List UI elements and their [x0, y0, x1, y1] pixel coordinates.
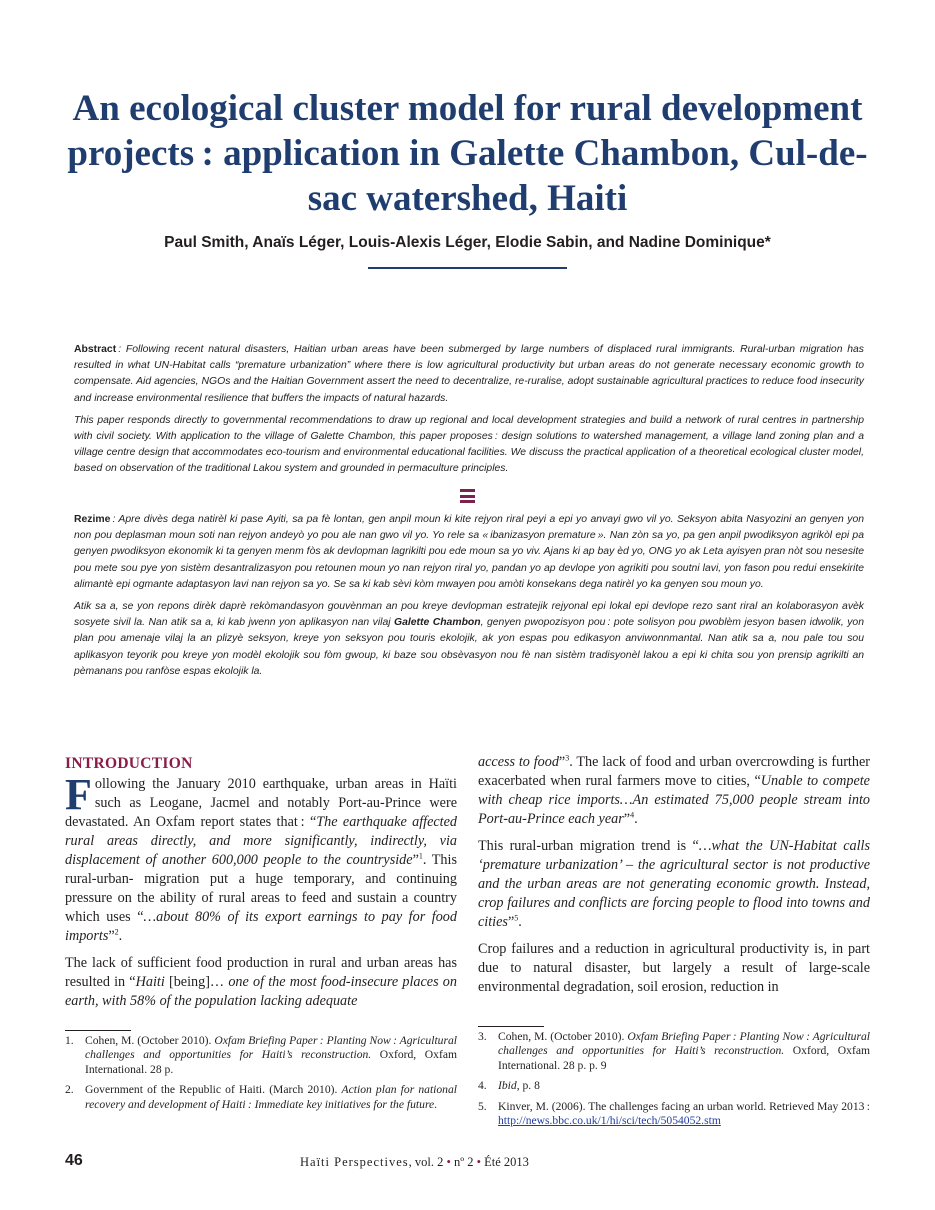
p4-b: ”: [507, 914, 515, 930]
fn4-ibid: Ibid: [498, 1079, 517, 1093]
p1-a: ollowing the January 2010 earthquake, urban areas in Haïti such as Leogane, Jacmel and notably Port-au-Prince were devastated. An Oxfam report states that : “: [65, 776, 457, 830]
p4-c: .: [518, 914, 522, 930]
intro-paragraph-4: [478, 837, 870, 932]
intro-paragraph-5: Crop failures and a reduction in agricultural productivity is, in part due to natural disaster, but largely a result of large-scale environmental degradation, soil erosion, reduction in: [478, 941, 870, 995]
footnote-rule-right: [478, 1026, 544, 1027]
rezime-text-2a: Atik sa a, se yon repons dirèk daprè rekòmandasyon gouvènman an pou kreye devlopman estratejik rejyonal epi lokal epi devlope rezo sant riral an kolaborasyon avèk sosyete sivil la. Nan atik sa a, ki kab jwenn yon aplikasyon nan vilaj: [74, 601, 864, 629]
journal-name: Haïti Perspectives: [300, 1155, 409, 1169]
abstract-label-sep: :: [116, 344, 126, 355]
p4-a: This rural-urban migration trend is “: [478, 838, 699, 854]
footnote: [65, 1034, 457, 1077]
rezime-paragraph-2: [74, 599, 864, 680]
article-title: An ecological cluster model for rural development projects : application in Galette Chambon, Cul-de-sac watershed, Haiti: [67, 88, 868, 219]
rezime: [74, 512, 864, 680]
footer-volume: , vol. 2: [408, 1155, 447, 1169]
footnote: [478, 1100, 870, 1129]
p1-d: ”: [108, 928, 115, 944]
footnote-number: 2.: [65, 1083, 74, 1097]
fn2-a: Government of the Republic of Haiti. (March 2010).: [85, 1083, 342, 1097]
footnote-ref-1[interactable]: 1: [418, 851, 423, 861]
footnotes-left: [65, 1034, 457, 1118]
rezime-village-name: Galette Chambon: [394, 617, 481, 629]
bullet-icon: •: [446, 1155, 451, 1169]
footnote-rule-left: [65, 1030, 131, 1031]
footer-season: Été 2013: [481, 1155, 529, 1169]
p3-b: . The lack of food and urban overcrowding is further exacerbated when rural farmers move to cities, “: [478, 754, 870, 789]
p4-quote: …what the UN-Habitat calls ‘premature urbanization’ – the agricultural sector is not productive and the urban areas are not generating economic growth. Instead, crop failures and conflicts are forcing people to flood into towns and cities: [478, 838, 871, 930]
title-divider: [368, 267, 567, 269]
footnote-text: [85, 1083, 457, 1112]
rezime-label-sep: :: [110, 514, 119, 525]
p2-a: The lack of sufficient food production in rural and urban areas has resulted in “: [65, 955, 457, 990]
page-number: 46: [65, 1152, 83, 1169]
drop-cap: F: [65, 770, 92, 819]
p2-haiti: Haiti: [135, 974, 165, 990]
rezime-label: Rezime: [74, 514, 111, 525]
p3-quote-end: access to food: [478, 754, 559, 770]
abstract-paragraph-1: [74, 342, 864, 407]
fn3-a: Cohen, M. (October 2010).: [498, 1030, 628, 1043]
footnote: [65, 1083, 457, 1112]
abstract: [74, 342, 864, 478]
rezime-text-2b: , genyen pwopozisyon pou : pote solisyon pou pwoblèm jesyon basen idwolik, yon plan pou amenaje vilaj la an plizyè seksyon, kreye yon seksyon pou touris ekolojik, ak yon espas pou edikasyon anviwonnmantal. Nan atik sa a, nou pale tou sou aplikasyon teyorik pou kreye yon modèl ekolojik sou fòm gwoup, ki baze sou obsèvasyon nou fè nan sistèm tradisyonèl lakou a epi ki chita sou yon prensip agrikilti an pèmanans pou ranfòse espas ekolojik la.: [74, 617, 864, 677]
rezime-text-1: Apre divès dega natirèl ki pase Ayiti, sa pa fè lontan, gen anpil moun ki kite rejyon riral peyi a epi yo anvayi gwo vil yo. Seksyon abita Nasyozini an genyen yon non pou deplasman moun soti nan rejyon andeyò yo pou ale nan gwo vil yo. Yo rele sa « ibanizasyon premature ». Nan zòn sa yo, pa gen anpil pwodiksyon agrikòl epi pa genyen pwodiksyon ekonomik ki ta genyen menm fòs ak devlopman lagrikilti pou ede moun sa yo viv. Ajans ki ap bay èd yo, ONG yo ak Leta ayisyen pran nòt sou nesesite pou mete sou pye yon sistèm desantralizasyon pou retounen moun yo nan rejyon riral yo, pandan yo ap devlope yon agrikiti pou soutni lavi, yon fason pou redui ensekirite alimantè epi ogmante adaptasyon lavi nan rejyon sa yo. Se sa ki kab sèvi kòm mwayen pou amòti konsekans dega natirèl yo ka genyen sou moun yo.: [74, 514, 865, 590]
footnote-number: 1.: [65, 1034, 74, 1047]
section-heading: INTRODUCTION: [65, 755, 193, 772]
section-separator-icon: [460, 489, 475, 503]
author-list: Paul Smith, Anaïs Léger, Louis-Alexis Léger, Elodie Sabin, and Nadine Dominique*: [164, 234, 771, 251]
footnote-text: [85, 1034, 457, 1077]
p3-quote: Unable to compete with cheap rice imports…An estimated 75,000 people stream into Port-au-Prince each year: [478, 773, 870, 827]
fn2-b: .: [434, 1097, 438, 1111]
p3-a: ”: [558, 754, 566, 770]
footnote-text: [498, 1079, 870, 1093]
footnote-link[interactable]: http://news.bbc.co.uk/1/hi/sci/tech/5054052.stm: [498, 1114, 721, 1128]
intro-paragraph-3: [478, 753, 870, 829]
p1-quote-2: …about 80% of its export earnings to pay for food imports: [65, 909, 457, 944]
intro-paragraph-2: [65, 954, 457, 1011]
footnote-number: 5.: [478, 1099, 487, 1113]
fn1-b: Oxford, Oxfam International. 28 p.: [85, 1048, 457, 1076]
fn1-a: Cohen, M. (October 2010).: [85, 1034, 215, 1047]
intro-paragraph-1: [65, 770, 458, 946]
footnote-ref-3[interactable]: 3: [565, 753, 570, 763]
footnote-number: 4.: [478, 1079, 487, 1093]
p1-quote: The earthquake affected rural areas directly, and more significantly, indirectly, via displacement of another 600,000 people to the countryside: [65, 814, 458, 868]
p2-quote: one of the most food-insecure places on earth, with 58% of the population lacking adequate: [65, 974, 457, 1009]
fn3-title: Oxfam Briefing Paper : Planting Now : Agricultural challenges and opportunities for Haiti’s reconstruction.: [498, 1030, 870, 1058]
bullet-icon: •: [476, 1155, 482, 1169]
fn4-b: , p. 8: [516, 1079, 540, 1093]
p1-e: .: [118, 928, 123, 944]
footnote-ref-2[interactable]: 2: [114, 927, 119, 937]
footer-issue: nº 2: [450, 1155, 477, 1169]
footnote-ref-5[interactable]: 5: [514, 913, 519, 923]
body-column-left: [65, 753, 457, 1011]
footnote-ref-4[interactable]: 4: [630, 810, 635, 820]
fn5-a: Kinver, M. (2006). The challenges facing an urban world. Retrieved May 2013 :: [498, 1099, 870, 1113]
rezime-paragraph-1: [74, 512, 864, 593]
running-footer: [300, 1155, 680, 1170]
footnotes-right: [478, 1030, 870, 1134]
abstract-text-1: Following recent natural disasters, Haitian urban areas have been submerged by large numbers of displaced rural immigrants. Rural-urban migration has resulted in what UN-Habitat calls “premature urbanization” where there is low agricultural productivity but urban areas do not generate necessary economic growth to compensate. Aid agencies, NGOs and the Haitian Government assert the need to decentralize, re-ruralise, adopt sustainable agricultural practices to reduce food insecurity and increase environmental resilience that buffers the impacts of natural hazards.: [74, 344, 864, 404]
fn2-title: Action plan for national recovery and development of Haiti : Immediate key initiatives for the future: [85, 1083, 457, 1111]
footnote-text: [498, 1100, 870, 1129]
footnote: [478, 1030, 870, 1073]
p1-c: . This rural-urban- migration put a huge temporary, and continuing pressure on the ability of rural areas to feed and sustain a country which uses “: [65, 852, 457, 925]
footnote: [478, 1079, 870, 1093]
body-column-right: [478, 753, 870, 997]
p3-d: .: [634, 811, 638, 827]
abstract-label: Abstract: [74, 344, 117, 355]
footnote-number: 3.: [478, 1030, 487, 1043]
abstract-paragraph-2: This paper responds directly to governmental recommendations to draw up regional and local development strategies and build a network of rural centres in partnership with civil society. With application to the village of Galette Chambon, this paper proposes : design solutions to watershed management, a village land zoning plan and a village centre design that accommodates eco-tourism and environmental educational facilities. We discuss the practical application of a theoretical ecological cluster model, based on observation of the traditional Lakou system and grounded in permaculture principles.: [74, 414, 864, 475]
footnote-text: [498, 1030, 870, 1073]
p2-b: [being]…: [164, 974, 229, 990]
p1-b: ”: [412, 852, 419, 868]
fn3-b: Oxford, Oxfam International. 28 p. p. 9: [498, 1044, 870, 1072]
p3-c: ”: [623, 811, 631, 827]
fn1-title: Oxfam Briefing Paper : Planting Now : Agricultural challenges and opportunities for Haiti’s reconstruction.: [85, 1034, 457, 1062]
